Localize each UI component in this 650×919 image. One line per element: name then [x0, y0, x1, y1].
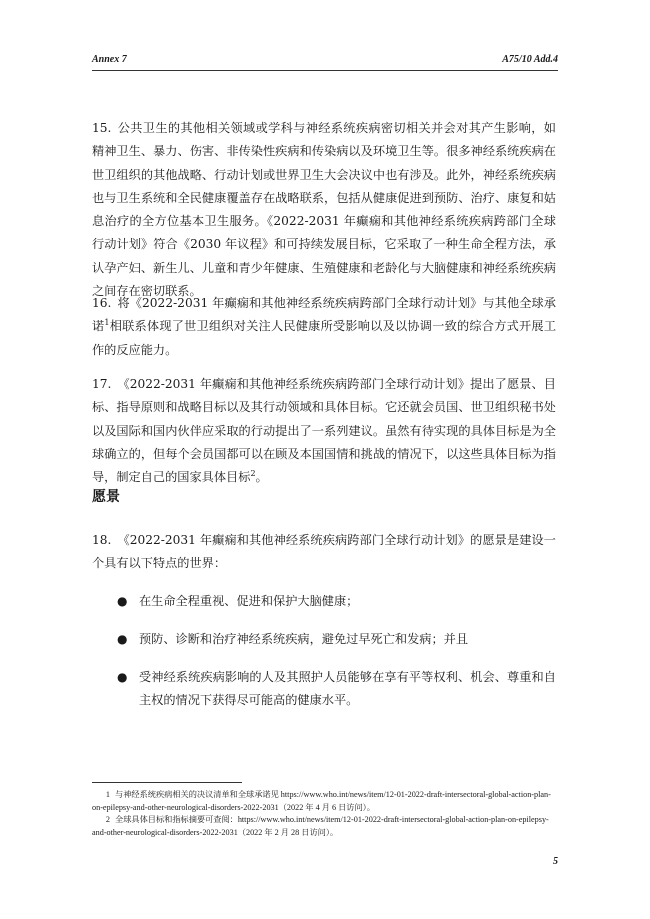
paragraph-text-cont: 相联系体现了世卫组织对关注人民健康所受影响以及以协调一致的综合方式开展工作的反应能力。	[92, 319, 557, 357]
paragraph-text: 公共卫生的其他相关领域或学科与神经系统疾病密切相关并会对其产生影响，如精神卫生、暴力、伤害、非传染性疾病和传染病以及环境卫生等。很多神经系统疾病在世卫组织的其他战略、行动计划或世界卫生大会决议中也有涉及。此外，神经系统疾病也与卫生系统和全民健康覆盖存在战略联系，包括从健康促进到预防、治疗、康复和姑息治疗的全方位基本卫生服务。《2022-2031 年癫痫和其他神经系统疾病跨部门全球行动计划》符合《2030 年议程》和可持续发展目标，它采取了一种生命全程方法，承认孕产妇、新生儿、儿童和青少年健康、生殖健康和老龄化与大脑健康和神经系统疾病之间存在密切联系。	[92, 121, 556, 299]
footnote-ref-2[interactable]: 2	[250, 469, 256, 479]
page-number: 5	[553, 856, 558, 867]
paragraph-text-cont: 。	[255, 470, 268, 485]
paragraph-text: 《2022-2031 年癫痫和其他神经系统疾病跨部门全球行动计划》的愿景是建设一个具有以下特点的世界：	[92, 533, 556, 571]
running-header	[92, 54, 558, 68]
footnote-mark: 1	[105, 790, 110, 799]
paragraph-15	[92, 117, 556, 303]
footnote-2	[92, 814, 556, 839]
paragraph-16	[92, 292, 556, 362]
paragraph-number: 17.	[92, 377, 112, 391]
section-heading-vision: 愿景	[92, 489, 120, 505]
footnote-text: 与神经系统疾病相关的决议清单和全球承诺见 https://www.who.int/news/item/12-01-2022-draft-intersectoral-global-action-plan-on-epilepsy-and-other-neurological-disorders-2022-2031（2022 年 4 月 6 日访问）。	[92, 790, 551, 812]
paragraph-text: 《2022-2031 年癫痫和其他神经系统疾病跨部门全球行动计划》提出了愿景、目标、指导原则和战略目标以及其行动领域和具体目标。它还就会员国、世卫组织秘书处以及国际和国内伙伴应采取的行动提出了一系列建议。虽然有待实现的具体目标是为全球确立的，但每个会员国都可以在顾及本国国情和挑战的情况下，以这些具体目标为指导，制定自己的国家具体目标	[92, 377, 556, 485]
bullet-text: 在生命全程重视、促进和保护大脑健康；	[139, 594, 359, 608]
paragraph-17	[92, 373, 556, 489]
footnote-text: 全球具体目标和指标摘要可查阅：https://www.who.int/news/item/12-01-2022-draft-intersectoral-global-action-plan-on-epilepsy-and-other-neurological-disorders-2022-2031（2022 年 2 月 28 日访问）。	[92, 815, 549, 837]
bullet-icon: ●	[117, 670, 128, 684]
paragraph-number: 15.	[92, 121, 112, 135]
paragraph-text: 将《2022-2031 年癫痫和其他神经系统疾病跨部门全球行动计划》与其他全球承诺	[92, 296, 556, 334]
header-rule	[92, 70, 558, 71]
bullet-text: 受神经系统疾病影响的人及其照护人员能够在享有平等权利、机会、尊重和自主权的情况下获得尽可能高的健康水平。	[139, 670, 556, 708]
paragraph-number: 18.	[92, 533, 112, 547]
footnote-mark: 2	[105, 815, 110, 824]
bullet-icon: ●	[117, 632, 128, 646]
footnote-1	[92, 789, 556, 814]
bullet-text: 预防、诊断和治疗神经系统疾病，避免过早死亡和发病；并且	[139, 632, 469, 646]
header-doc-id: A75/10 Add.4	[502, 54, 558, 65]
footnote-ref-1[interactable]: 1	[104, 318, 110, 328]
header-annex: Annex 7	[92, 54, 127, 65]
bullet-icon: ●	[117, 594, 128, 608]
footnote-rule	[92, 782, 242, 783]
paragraph-18	[92, 529, 556, 576]
paragraph-number: 16.	[92, 296, 112, 310]
